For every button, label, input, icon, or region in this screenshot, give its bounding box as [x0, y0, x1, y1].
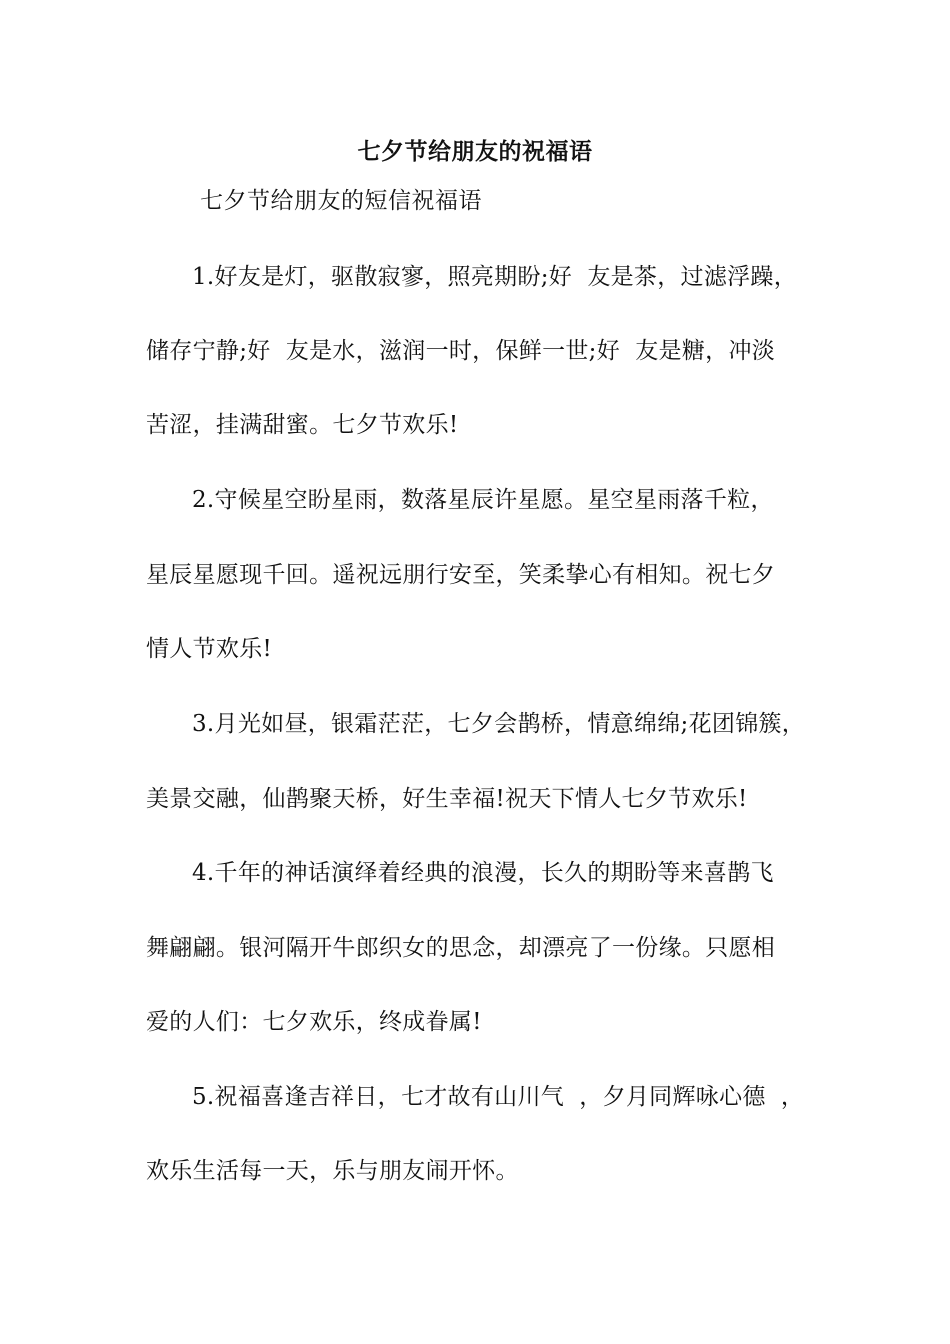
paragraph-1-line-3: 苦涩，挂满甜蜜。七夕节欢乐!	[146, 412, 459, 438]
document-subtitle: 七夕节给朋友的短信祝福语	[200, 188, 482, 214]
paragraph-3-line-1: 3.月光如昼，银霜茫茫，七夕会鹊桥，情意绵绵;花团锦簇，	[192, 711, 806, 737]
paragraph-4-line-3: 爱的人们：七夕欢乐，终成眷属!	[146, 1009, 482, 1035]
paragraph-2-line-2: 星辰星愿现千回。遥祝远朋行安至，笑柔挚心有相知。祝七夕	[146, 562, 776, 588]
paragraph-5-line-2: 欢乐生活每一天，乐与朋友闹开怀。	[146, 1158, 519, 1184]
paragraph-4-line-1: 4.千年的神话演绎着经典的浪漫，长久的期盼等来喜鹊飞	[192, 860, 774, 886]
paragraph-4-line-2: 舞翩翩。银河隔开牛郎织女的思念，却漂亮了一份缘。只愿相	[146, 935, 776, 961]
paragraph-1-line-1: 1.好友是灯，驱散寂寥，照亮期盼;好 友是茶，过滤浮躁，	[192, 264, 798, 290]
paragraph-3-line-2: 美景交融，仙鹊聚天桥，好生幸福!祝天下情人七夕节欢乐!	[146, 786, 748, 812]
document-title: 七夕节给朋友的祝福语	[357, 138, 593, 165]
paragraph-1-line-2: 储存宁静;好 友是水，滋润一时，保鲜一世;好 友是糖，冲淡	[146, 338, 776, 364]
paragraph-5-line-1: 5.祝福喜逢吉祥日，七才故有山川气 ，夕月同辉咏心德 ，	[192, 1084, 805, 1110]
paragraph-2-line-3: 情人节欢乐!	[146, 636, 273, 662]
paragraph-2-line-1: 2.守候星空盼星雨，数落星辰许星愿。星空星雨落千粒，	[192, 487, 774, 513]
